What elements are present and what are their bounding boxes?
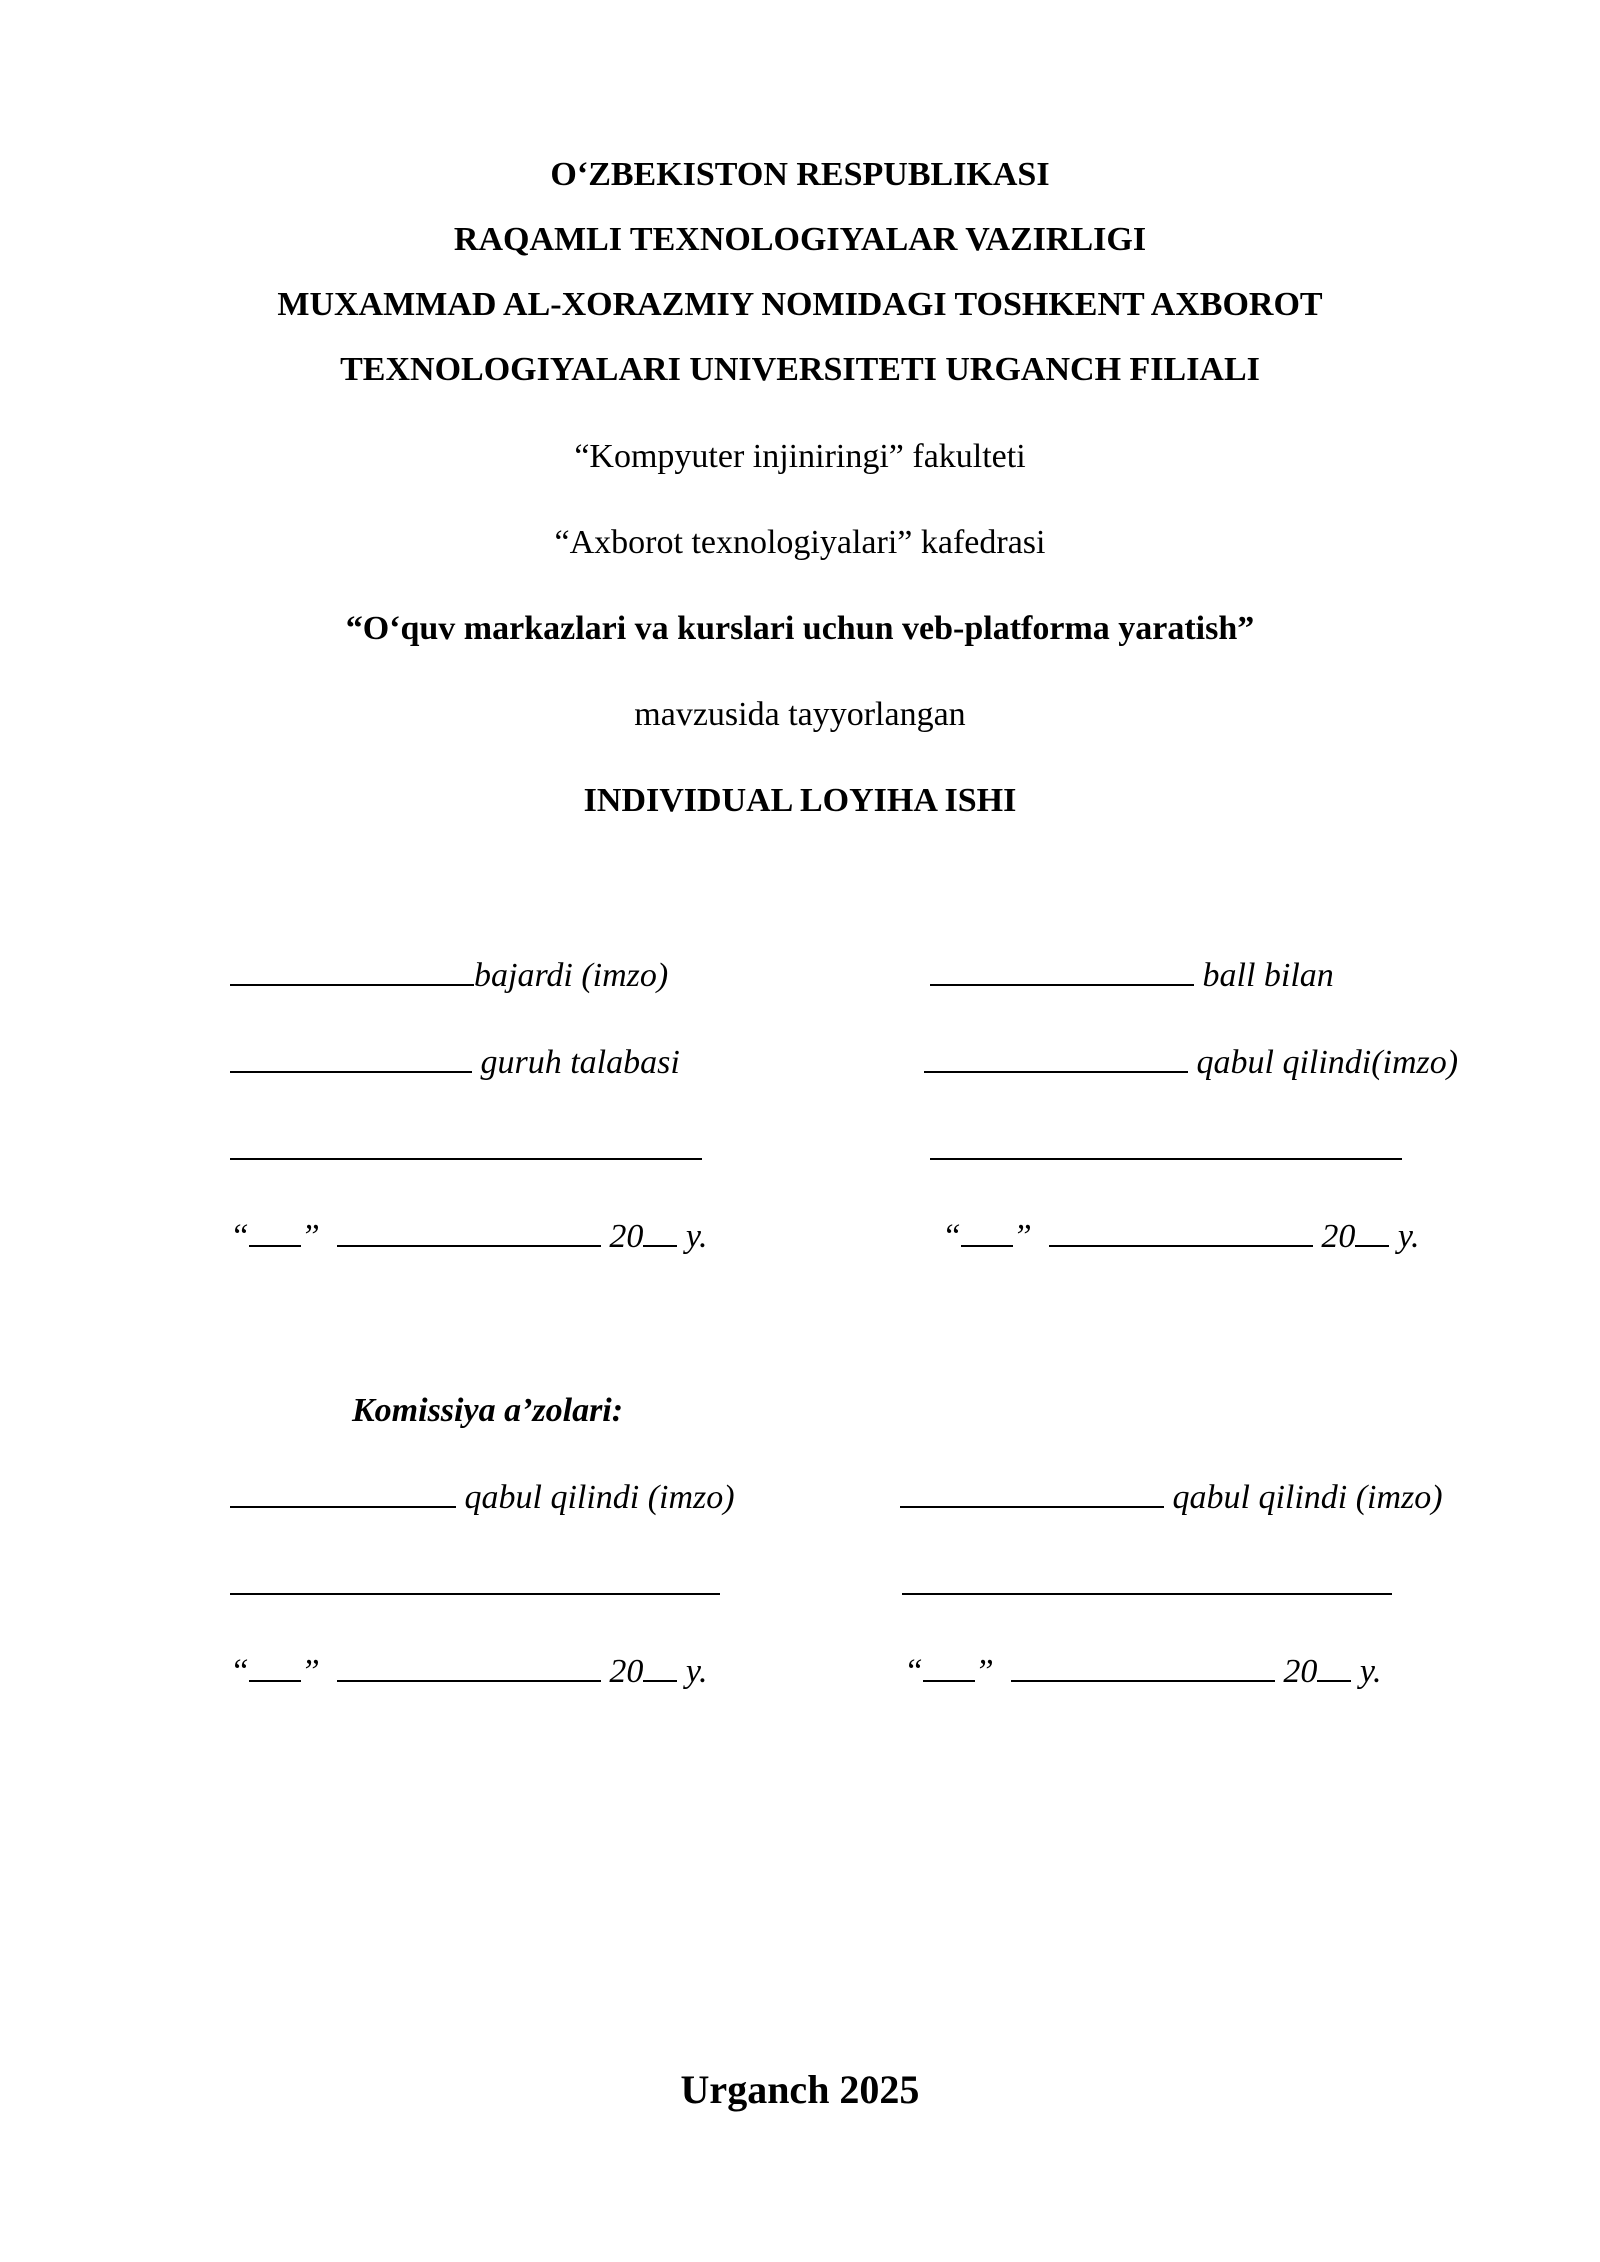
- year-prefix: 20: [609, 1653, 644, 1690]
- year-prefix: 20: [609, 1218, 644, 1255]
- month-blank: [337, 1654, 601, 1682]
- commission-left-accepted-row: [230, 1478, 735, 1518]
- open-quote: “: [230, 1218, 249, 1255]
- month-blank: [1049, 1219, 1313, 1247]
- header-line-1: O‘ZBEKISTON RESPUBLIKASI: [550, 156, 1050, 193]
- year-suffix: y.: [1359, 1653, 1382, 1690]
- student-signature-row: [230, 956, 668, 996]
- close-quote: ”: [1012, 1218, 1032, 1255]
- faculty-name: “Kompyuter injiniringi” fakulteti: [574, 438, 1026, 475]
- reviewer-name-blank: [930, 1130, 1402, 1160]
- student-signed-label: bajardi (imzo): [474, 957, 669, 994]
- month-blank: [337, 1219, 601, 1247]
- year-blank: [1317, 1654, 1351, 1682]
- commission-left-blank: [230, 1478, 456, 1508]
- open-quote: “: [230, 1653, 249, 1690]
- day-blank: [961, 1219, 1013, 1247]
- commission-right-accepted-row: [900, 1478, 1443, 1518]
- commission-left-date-row: [230, 1652, 708, 1692]
- group-blank: [230, 1043, 472, 1073]
- day-blank: [249, 1654, 301, 1682]
- commission-right-date-row: [904, 1652, 1382, 1692]
- student-group-row: [230, 1043, 680, 1083]
- year-prefix: 20: [1321, 1218, 1356, 1255]
- signature-blank: [230, 956, 474, 986]
- year-suffix: y.: [685, 1653, 708, 1690]
- footer-city-year: Urganch 2025: [680, 2067, 920, 2112]
- commission-left-name-row: [230, 1565, 720, 1605]
- year-blank: [643, 1219, 677, 1247]
- reviewer-accepted-label: qabul qilindi(imzo): [1196, 1044, 1459, 1081]
- commission-right-name-blank: [902, 1565, 1392, 1595]
- score-blank: [930, 956, 1194, 986]
- topic-suffix: mavzusida tayyorlangan: [634, 696, 966, 733]
- year-prefix: 20: [1283, 1653, 1318, 1690]
- day-blank: [249, 1219, 301, 1247]
- header-line-3: MUXAMMAD AL-XORAZMIY NOMIDAGI TOSHKENT AXBOROT: [277, 286, 1323, 323]
- open-quote: “: [904, 1653, 923, 1690]
- commission-right-name-row: [902, 1565, 1392, 1605]
- student-date-row: [230, 1217, 708, 1257]
- commission-left-name-blank: [230, 1565, 720, 1595]
- reviewer-accepted-row: [924, 1043, 1458, 1083]
- department-name: “Axborot texnologiyalari” kafedrasi: [554, 524, 1046, 561]
- accepted-blank: [924, 1043, 1188, 1073]
- commission-left-accepted-label: qabul qilindi (imzo): [464, 1479, 735, 1516]
- year-suffix: y.: [1397, 1218, 1420, 1255]
- close-quote: ”: [300, 1653, 320, 1690]
- work-type-title: INDIVIDUAL LOYIHA ISHI: [583, 782, 1017, 819]
- student-group-label: guruh talabasi: [480, 1044, 680, 1081]
- year-blank: [643, 1654, 677, 1682]
- close-quote: ”: [974, 1653, 994, 1690]
- close-quote: ”: [300, 1218, 320, 1255]
- header-line-4: TEXNOLOGIYALARI UNIVERSITETI URGANCH FILIALI: [340, 351, 1260, 388]
- commission-right-blank: [900, 1478, 1164, 1508]
- header-line-2: RAQAMLI TEXNOLOGIYALAR VAZIRLIGI: [453, 221, 1147, 258]
- project-topic: “O‘quv markazlari va kurslari uchun veb-platforma yaratish”: [345, 610, 1255, 647]
- reviewer-date-row: [942, 1217, 1420, 1257]
- name-blank: [230, 1130, 702, 1160]
- commission-title: Komissiya a’zolari:: [352, 1392, 624, 1429]
- day-blank: [923, 1654, 975, 1682]
- open-quote: “: [942, 1218, 961, 1255]
- reviewer-score-row: [930, 956, 1334, 996]
- year-suffix: y.: [685, 1218, 708, 1255]
- student-name-row: [230, 1130, 702, 1170]
- month-blank: [1011, 1654, 1275, 1682]
- reviewer-name-row: [930, 1130, 1402, 1170]
- commission-right-accepted-label: qabul qilindi (imzo): [1172, 1479, 1443, 1516]
- reviewer-score-label: ball bilan: [1202, 957, 1334, 994]
- year-blank: [1355, 1219, 1389, 1247]
